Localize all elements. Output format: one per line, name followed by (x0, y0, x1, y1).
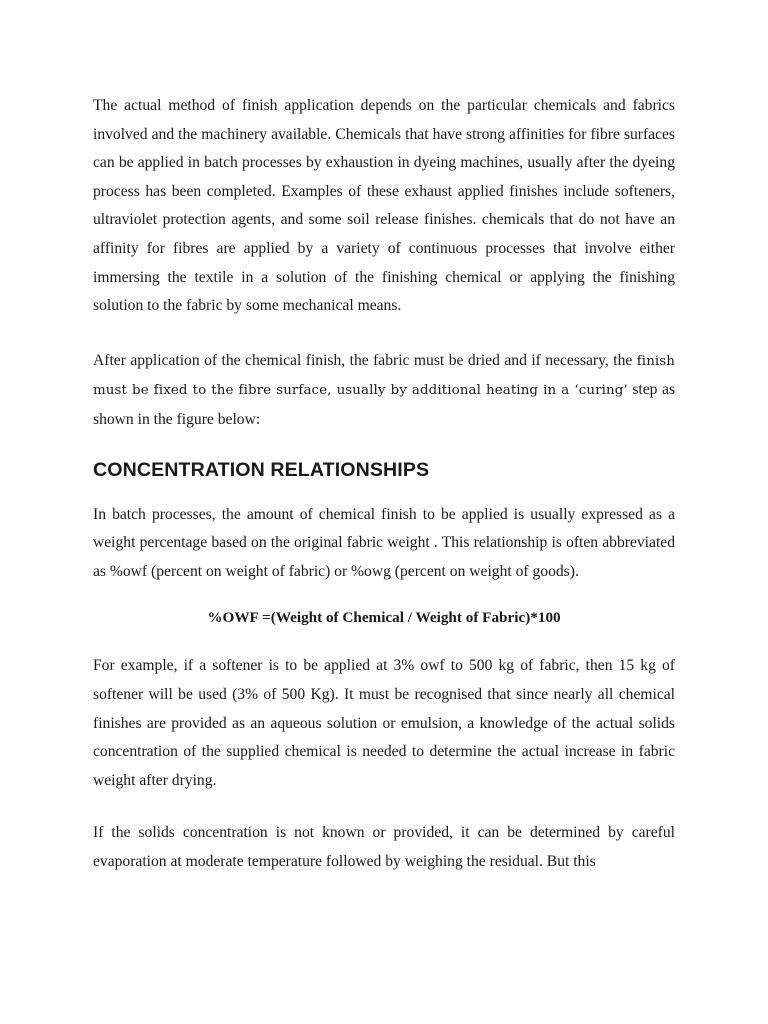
paragraph-drying-curing-part2: finish must be fixed to the fibre surface, usually by additional heating in a ‘curing’ (93, 353, 675, 399)
paragraph-batch-processes: In batch processes, the amount of chemical finish to be applied is usually expressed as a weight percentage based on the original fabric weight . This relationship is often abbreviated as %owf (percent on weight of fabric) or %owg (percent on weight of goods). (93, 505, 675, 580)
paragraph-finish-application: The actual method of finish application depends on the particular chemicals and fabrics involved and the machinery available. Chemicals that have strong affinities for fibre surfaces can be applied in batch processes by exhaustion in dyeing machines, usually after the dyeing process has been completed. Examples of these exhaust applied finishes include softeners, ultraviolet protection agents, and some soil release finishes. chemicals that do not have an affinity for fibres are applied by a variety of continuous processes that involve either immersing the textile in a solution of the finishing chemical or applying the finishing solution to the fabric by some mechanical means. (93, 97, 675, 315)
owf-formula: %OWF =(Weight of Chemical / Weight of Fabric)*100 (207, 609, 561, 627)
paragraph-drying-curing (93, 347, 675, 435)
paragraph-softener-example: For example, if a softener is to be applied at 3% owf to 500 kg of fabric, then 15 kg of softener will be used (3% of 500 Kg). It must be recognised that since nearly all chemical finishes are provided as an aqueous solution or emulsion, a knowledge of the actual solids concentration of the supplied chemical is needed to determine the actual increase in fabric weight after drying. (93, 657, 675, 789)
paragraph-solids-concentration: If the solids concentration is not known or provided, it can be determined by careful evaporation at moderate temperature followed by weighing the residual. But this (93, 824, 675, 870)
paragraph-drying-curing-part3: step as shown in the figure below: (93, 381, 676, 428)
paragraph-drying-curing-part1: After application of the chemical finish, the fabric must be dried and if necessary, the (93, 351, 637, 369)
document-page (93, 92, 675, 876)
section-heading: CONCENTRATION RELATIONSHIPS (93, 458, 430, 481)
